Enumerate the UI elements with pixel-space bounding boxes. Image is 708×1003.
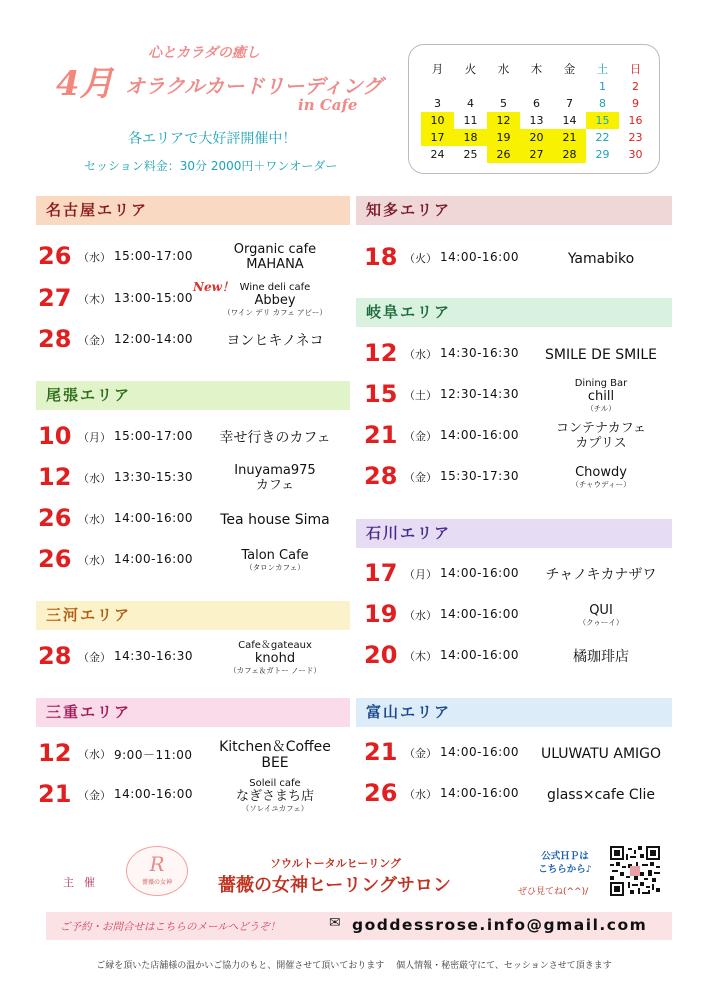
event-title: オラクルカードリーディング [125, 74, 383, 98]
salon-name: 薔薇の女神ヒーリングサロン [218, 875, 451, 896]
venue-name: Kitchen＆Coffee BEE [219, 738, 331, 771]
venue-name: glass×cafe Clie [546, 786, 656, 803]
event-day: 27 [38, 284, 72, 312]
area-header-mikawa: 三河エリア [36, 601, 350, 630]
event-venue [530, 596, 672, 636]
calendar-day: 27 [520, 146, 553, 163]
event-time: 14:00-16:00 [440, 745, 519, 759]
event-weekday: （金） [78, 651, 111, 664]
event-time: 15:30-17:30 [440, 469, 519, 483]
calendar-day: 25 [463, 148, 478, 161]
event-weekday: （水） [404, 788, 437, 801]
calendar-empty-cell [553, 78, 586, 95]
popular-note: 各エリアで大好評開催中！ [128, 131, 297, 147]
event-weekday: （水） [78, 554, 111, 567]
event-venue [204, 776, 346, 816]
event-row [362, 775, 672, 815]
venue-reading: （タロンカフェ） [245, 563, 305, 573]
venue-line-1: コンテナカフェ [555, 421, 647, 437]
area-header-owari: 尾張エリア [36, 381, 350, 410]
area-header-mie: 三重エリア [36, 698, 350, 727]
venue-name: knohd [254, 650, 296, 666]
event-time: 14:00-16:00 [440, 648, 519, 662]
event-time: 14:00-16:00 [114, 511, 193, 525]
event-row [36, 418, 346, 458]
event-venue [204, 638, 346, 678]
event-venue [530, 637, 672, 677]
event-day: 15 [364, 380, 398, 408]
event-weekday: （火） [404, 252, 437, 265]
venue-line-1: Organic cafe [233, 242, 317, 258]
area-ishikawa [356, 519, 672, 548]
in-cafe-label: in Cafe [298, 96, 358, 114]
event-row [36, 776, 346, 816]
calendar-day: 17 [421, 129, 454, 146]
event-row [362, 555, 672, 595]
event-venue [204, 735, 346, 775]
event-venue [204, 280, 346, 320]
venue-line-1: Cafe＆gateaux [238, 640, 312, 652]
logo-text: 薔薇の女神 [141, 879, 172, 886]
footnote: ご縁を頂いた店舗様の温かいご協力のもと、開催させて頂いております 個人情報・秘密厳守にて、セッションさせて頂きます [96, 961, 612, 971]
calendar-day: 18 [454, 129, 487, 146]
calendar-weekday-header: 金 [563, 62, 576, 76]
event-day: 10 [38, 422, 72, 450]
event-weekday: （水） [78, 251, 111, 264]
salon-subtitle: ソウルトータルヒーリング [270, 857, 402, 870]
venue-line-1: Wine deli cafe [239, 282, 311, 294]
calendar-day: 23 [628, 131, 643, 144]
area-header-chita: 知多エリア [356, 196, 672, 225]
calendar-day: 15 [586, 112, 619, 129]
event-day: 19 [364, 600, 398, 628]
area-gifu [356, 298, 672, 327]
event-row [362, 458, 672, 498]
venue-name: Chowdy [575, 465, 627, 481]
event-venue [204, 500, 346, 540]
venue-name: chill [587, 388, 615, 404]
event-day: 26 [38, 242, 72, 270]
event-day: 21 [38, 780, 72, 808]
see-note: ぜひ見てね(^^)/ [518, 887, 589, 897]
event-time: 14:00-16:00 [114, 787, 193, 801]
venue-name: ヨンヒキノネコ [226, 332, 324, 349]
area-header-nagoya: 名古屋エリア [36, 196, 350, 225]
event-time: 14:00-16:00 [440, 607, 519, 621]
area-mikawa [36, 601, 350, 630]
envelope-icon: ✉ [329, 915, 341, 931]
event-day: 20 [364, 641, 398, 669]
venue-line-1: Soleil cafe [249, 778, 301, 790]
calendar-day: 28 [553, 146, 586, 163]
event-venue [530, 376, 672, 416]
event-weekday: （月） [404, 568, 437, 581]
venue-reading: （ソレイユカフェ） [241, 803, 309, 813]
event-time: 12:00-14:00 [114, 332, 193, 346]
calendar-weekday-header: 木 [530, 62, 543, 76]
area-nagoya [36, 196, 350, 225]
calendar-weekday-header: 水 [497, 62, 510, 76]
calendar-day: 8 [599, 97, 606, 110]
event-row [36, 321, 346, 361]
calendar-day: 30 [628, 148, 643, 161]
event-weekday: （金） [78, 789, 111, 802]
event-venue [204, 459, 346, 499]
calendar-empty-cell [487, 78, 520, 95]
event-venue [530, 555, 672, 595]
event-venue [204, 418, 346, 458]
homepage-note-line2: こちらから♪ [538, 864, 592, 876]
event-row [362, 239, 672, 279]
area-mie [36, 698, 350, 727]
venue-reading: （ワイン デリ カフェ アビー） [223, 307, 327, 317]
event-venue [204, 238, 346, 278]
venue-name: Tea house Sima [220, 511, 330, 528]
calendar-day: 16 [628, 114, 643, 127]
event-weekday: （木） [404, 650, 437, 663]
calendar-day: 22 [595, 131, 610, 144]
event-row [36, 238, 346, 278]
venue-name: 橘珈琲店 [573, 648, 629, 665]
calendar-grid [421, 61, 652, 163]
venue-reading: （チル） [586, 403, 616, 413]
venue-name: MAHANA [246, 257, 304, 272]
contact-bar [46, 912, 672, 940]
event-venue [530, 734, 672, 774]
event-day: 12 [38, 463, 72, 491]
area-header-toyama: 富山エリア [356, 698, 672, 727]
event-venue [530, 335, 672, 375]
event-row [36, 638, 346, 678]
calendar-day: 20 [520, 129, 553, 146]
event-day: 12 [38, 739, 72, 767]
event-row [362, 596, 672, 636]
event-weekday: （土） [404, 389, 437, 402]
month-calendar [408, 44, 660, 174]
event-venue [530, 775, 672, 815]
event-weekday: （水） [78, 748, 111, 761]
event-row [362, 637, 672, 677]
venue-line-1: Dining Bar [574, 378, 628, 390]
homepage-note-line1: 公式ＨＰは [541, 851, 589, 862]
calendar-day: 24 [430, 148, 445, 161]
event-time: 14:30-16:30 [440, 346, 519, 360]
venue-name: Yamabiko [567, 250, 635, 267]
event-weekday: （金） [404, 430, 437, 443]
calendar-empty-cell [454, 78, 487, 95]
event-row [362, 734, 672, 774]
event-day: 17 [364, 559, 398, 587]
event-day: 28 [38, 325, 72, 353]
event-day: 26 [38, 504, 72, 532]
event-day: 12 [364, 339, 398, 367]
venue-reading: （クゥーイ） [578, 618, 624, 628]
event-day: 18 [364, 243, 398, 271]
area-header-gifu: 岐阜エリア [356, 298, 672, 327]
event-time: 14:00-16:00 [440, 250, 519, 264]
event-time: 14:00-16:00 [440, 428, 519, 442]
calendar-weekday-header: 土 [596, 62, 609, 76]
calendar-day: 10 [421, 112, 454, 129]
event-weekday: （水） [78, 513, 111, 526]
event-row [362, 376, 672, 416]
event-time: 12:30-14:30 [440, 387, 519, 401]
event-time: 14:00-16:00 [440, 566, 519, 580]
contact-note: ご予約・お問合せはこちらのメールへどうぞ！ [60, 921, 281, 933]
calendar-day: 26 [487, 146, 520, 163]
event-weekday: （金） [404, 471, 437, 484]
venue-reading: （チャウディー） [571, 480, 631, 490]
calendar-day: 3 [434, 97, 441, 110]
event-time: 14:00-16:00 [440, 786, 519, 800]
event-venue [530, 417, 672, 457]
venue-name: QUI [589, 603, 613, 619]
calendar-day: 13 [529, 114, 544, 127]
venue-name: SMILE DE SMILE [544, 346, 657, 363]
event-row [362, 335, 672, 375]
calendar-day: 12 [487, 112, 520, 129]
event-row [36, 280, 346, 320]
venue-name: 幸せ行きのカフェ [219, 429, 331, 446]
calendar-weekday-header: 火 [464, 62, 477, 76]
venue-name: カフェ [255, 478, 295, 493]
event-venue [204, 321, 346, 361]
event-day: 26 [364, 779, 398, 807]
venue-name: ULUWATU AMIGO [540, 745, 662, 762]
venue-name: カプリス [575, 436, 627, 451]
sponsor-label: 主催 [63, 876, 105, 889]
area-owari [36, 381, 350, 410]
calendar-day: 7 [566, 97, 573, 110]
venue-name: Abbey [254, 292, 296, 308]
event-time: 9:00－11:00 [114, 748, 193, 762]
calendar-empty-cell [520, 78, 553, 95]
rose-goddess-logo [126, 846, 188, 896]
event-weekday: （金） [404, 747, 437, 760]
venue-line-1: Inuyama975 [234, 463, 316, 479]
calendar-empty-cell [421, 78, 454, 95]
calendar-day: 29 [595, 148, 610, 161]
calendar-day: 9 [632, 97, 639, 110]
event-weekday: （水） [404, 348, 437, 361]
calendar-day: 5 [500, 97, 507, 110]
event-venue [530, 239, 672, 279]
new-badge: New！ [193, 280, 234, 294]
event-day: 28 [364, 462, 398, 490]
calendar-day: 14 [562, 114, 577, 127]
calendar-day: 6 [533, 97, 540, 110]
calendar-weekday-header: 月 [431, 62, 444, 76]
event-time: 15:00-17:00 [114, 429, 193, 443]
event-time: 15:00-17:00 [114, 249, 193, 263]
event-row [362, 417, 672, 457]
homepage-qr-code[interactable] [610, 846, 660, 896]
event-venue [530, 458, 672, 498]
calendar-day: 4 [467, 97, 474, 110]
event-time: 14:00-16:00 [114, 552, 193, 566]
event-weekday: （水） [78, 472, 111, 485]
contact-email-link[interactable]: goddessrose.info@gmail.com [352, 916, 648, 934]
event-weekday: （水） [404, 609, 437, 622]
event-row [36, 500, 346, 540]
event-weekday: （月） [78, 431, 111, 444]
calendar-weekday-header: 日 [629, 62, 642, 76]
area-chita [356, 196, 672, 225]
calendar-day: 1 [599, 80, 606, 93]
venue-reading: （カフェ＆ガトー ノード） [229, 665, 321, 675]
logo-monogram: R [149, 852, 165, 876]
event-row [36, 459, 346, 499]
calendar-day: 2 [632, 80, 639, 93]
event-time: 13:00-15:00 [114, 291, 193, 305]
calendar-day: 19 [487, 129, 520, 146]
session-fee: セッション料金：30分 2000円＋ワンオーダー [84, 159, 338, 173]
event-day: 28 [38, 642, 72, 670]
homepage-note [530, 850, 600, 877]
area-header-ishikawa: 石川エリア [356, 519, 672, 548]
event-day: 21 [364, 738, 398, 766]
event-venue [204, 541, 346, 581]
month-title: 4月 [56, 64, 114, 104]
calendar-day: 21 [553, 129, 586, 146]
event-weekday: （木） [78, 293, 111, 306]
event-day: 21 [364, 421, 398, 449]
venue-name: チャノキカナザワ [545, 566, 657, 583]
event-day: 26 [38, 545, 72, 573]
event-row [36, 541, 346, 581]
area-toyama [356, 698, 672, 727]
event-row [36, 735, 346, 775]
event-time: 14:30-16:30 [114, 649, 193, 663]
event-weekday: （金） [78, 334, 111, 347]
event-time: 13:30-15:30 [114, 470, 193, 484]
header-subtitle: 心とカラダの癒し [148, 45, 260, 61]
venue-name: なぎさまち店 [235, 788, 314, 804]
venue-name: Talon Cafe [241, 548, 309, 564]
calendar-day: 11 [463, 114, 478, 127]
